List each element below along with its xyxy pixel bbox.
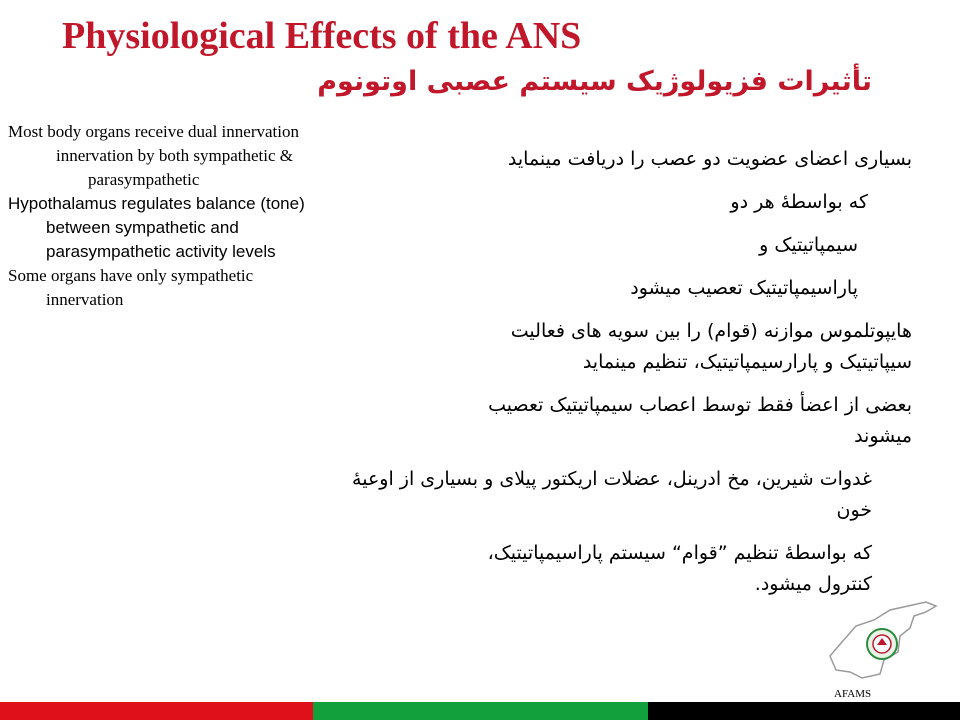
footer-black-segment	[648, 702, 960, 720]
footer-green-segment	[313, 702, 648, 720]
slide-title-farsi: تأثیرات فزیولوژیک سیستم عصبی اوتونوم	[317, 66, 872, 97]
afghanistan-map-logo	[822, 596, 940, 686]
farsi-line-5: هایپوتلموس موازنه (قوام) را بین سویه های فعالیت سیپاتیتیک و پارارسیمپاتیتیک، تنظیم مینماید	[510, 320, 912, 373]
english-paragraph-hypothalamus: Hypothalamus regulates balance (tone) between sympathetic and parasympathetic activity levels	[8, 194, 305, 261]
farsi-line-1: بسیاری اعضای عضویت دو عصب را دریافت مینماید	[507, 148, 912, 170]
farsi-line-3: سیمپاتیتیک و	[759, 234, 858, 256]
farsi-line-6: بعضی از اعضأ فقط توسط اعصاب سیمپاتیتیک تعصیب میشوند	[488, 394, 912, 447]
footer-flag-bar	[0, 702, 960, 720]
footer-red-segment	[0, 702, 313, 720]
farsi-line-7: غدوات شیرین، مخ ادرینل، عضلات اریکتور پیلای و بسیاری از اوعیهٔ خون	[352, 468, 872, 521]
farsi-line-2: که بواسطهٔ هر دو	[730, 191, 868, 213]
farsi-text-column	[312, 144, 912, 612]
english-paragraph-dual-innervation: Most body organs receive dual innervation	[8, 122, 299, 141]
slide-title-english: Physiological Effects of the ANS	[62, 15, 582, 57]
english-paragraph-sympathetic-only: Some organs have only sympathetic innervation	[8, 266, 254, 309]
english-text-column	[8, 120, 330, 312]
farsi-line-4: پاراسیمپاتیتیک تعصیب میشود	[630, 277, 858, 299]
afams-logo-text: AFAMS	[834, 688, 872, 700]
english-paragraph-both-divisions: innervation by both sympathetic & parasympathetic	[56, 146, 294, 189]
farsi-line-8: که بواسطهٔ تنظیم ”قوام“ سیستم پاراسیمپاتیتیک، کنترول میشود.	[487, 542, 872, 595]
